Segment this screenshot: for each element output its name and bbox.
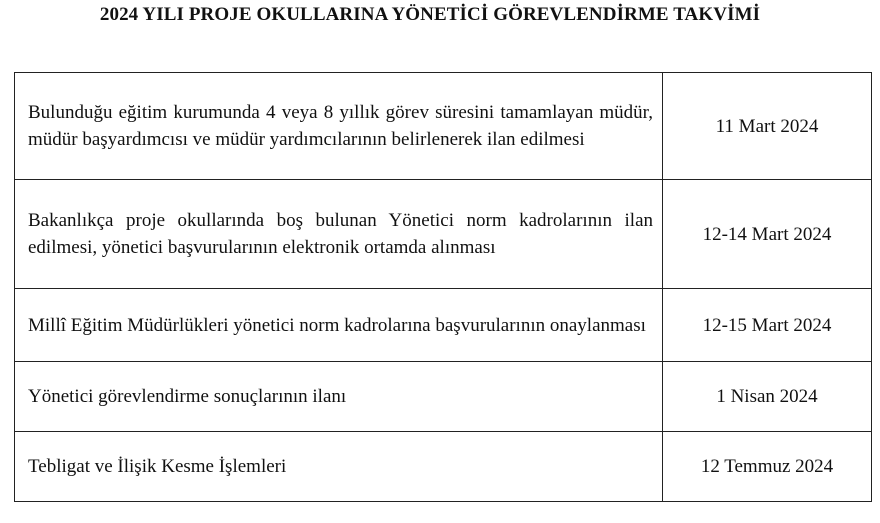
table-row <box>15 289 872 362</box>
table-row <box>15 362 872 432</box>
table-row <box>15 432 872 502</box>
table-row <box>15 73 872 180</box>
row-date: 11 Mart 2024 <box>663 73 872 180</box>
row-description: Bakanlıkça proje okullarında boş bulunan Yönetici norm kadrolarının ilan edilmesi, yönetici başvurularının elektronik ortamda alınması <box>15 180 663 289</box>
row-description: Tebligat ve İlişik Kesme İşlemleri <box>15 432 663 502</box>
table-row <box>15 180 872 289</box>
row-date: 12 Temmuz 2024 <box>663 432 872 502</box>
row-date: 12-14 Mart 2024 <box>663 180 872 289</box>
page-title: 2024 YILI PROJE OKULLARINA YÖNETİCİ GÖREVLENDİRME TAKVİMİ <box>99 4 761 25</box>
row-date: 1 Nisan 2024 <box>663 362 872 432</box>
row-description: Yönetici görevlendirme sonuçlarının ilanı <box>15 362 663 432</box>
row-date: 12-15 Mart 2024 <box>663 289 872 362</box>
row-description: Bulunduğu eğitim kurumunda 4 veya 8 yıllık görev süresini tamamlayan müdür, müdür başyardımcısı ve müdür yardımcılarının belirlenerek ilan edilmesi <box>15 73 663 180</box>
schedule-table <box>14 72 872 502</box>
row-description: Millî Eğitim Müdürlükleri yönetici norm kadrolarına başvurularının onaylanması <box>15 289 663 362</box>
